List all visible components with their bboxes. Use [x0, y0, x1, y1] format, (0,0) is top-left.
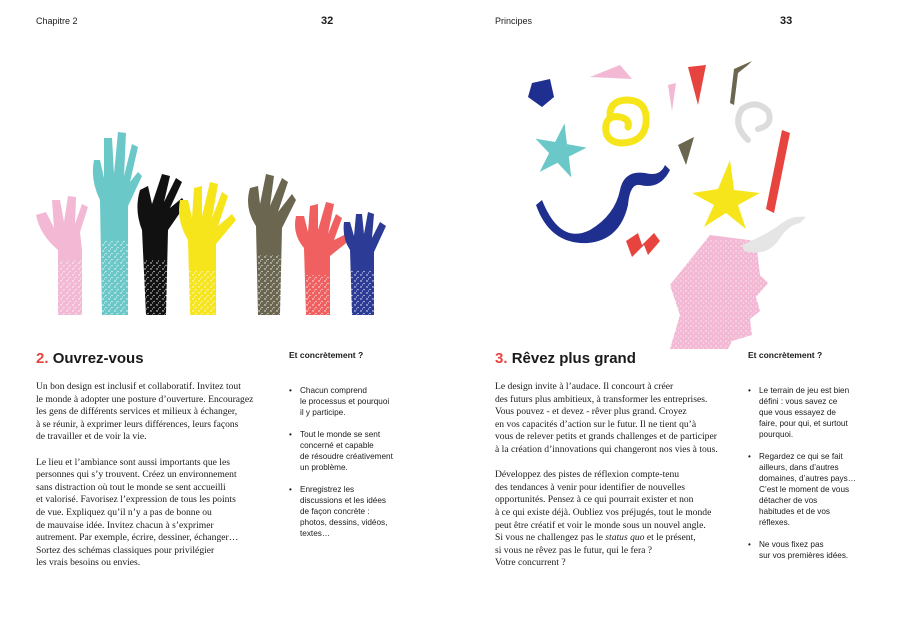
- list-item: • Chacun comprend le processus et pourquoi il y participe.: [289, 385, 399, 418]
- bullet-list-right: [748, 385, 868, 572]
- side-heading-right: Et concrètement ?: [748, 350, 823, 360]
- teal-star: [530, 119, 590, 179]
- section-number: 2.: [36, 350, 49, 367]
- red-zigzag: [626, 233, 660, 257]
- page-number-left: 32: [321, 15, 334, 27]
- section-title-left: [36, 350, 144, 367]
- yellow-star: [692, 160, 760, 229]
- paragraph: Le design invite à l’audace. Il concourt à créer des futurs plus ambitieux, à transformer les entreprises. Vous pouvez - et devez - rêver plus grand. Croyez en vos capacités d’action sur le futur. Il ne tient qu’à vous de relever petits et grands challenges et de participer à la création d’innovations qui changeront nos vies à tous.: [495, 381, 718, 455]
- paragraph: [495, 469, 735, 570]
- blue-hand: [344, 212, 386, 315]
- list-item: • Le terrain de jeu est bien défini : vous savez ce que vous essayez de faire, pour qui, et surtout pourquoi.: [748, 385, 868, 440]
- list-item: • Enregistrez les discussions et les idées de façon concrète : photos, dessins, vidéos, textes…: [289, 484, 399, 539]
- olive-hand: [248, 174, 296, 315]
- red-strip: [766, 130, 790, 213]
- olive-hook: [730, 61, 752, 105]
- body-text-left: [36, 381, 281, 583]
- navy-blob: [528, 79, 554, 107]
- body-text-right: [495, 381, 735, 583]
- section-heading: Rêvez plus grand: [511, 350, 636, 367]
- paragraph-text: et le présent, si vous ne rêvez pas le futur, qui le fera ? Votre concurrent ?: [495, 532, 696, 569]
- running-head-right: Principes: [495, 16, 533, 26]
- grey-swirl: [738, 104, 769, 140]
- teal-hand: [93, 132, 142, 315]
- black-hand: [137, 174, 186, 315]
- page-number-right: 33: [780, 15, 793, 27]
- paragraph: Un bon design est inclusif et collaboratif. Invitez tout le monde à adopter une posture d’ouverture. Encouragez les gens de différents services et milieux à échanger, à se réunir, à exprimer leurs différences, leurs façons de travailler et de voir la vie.: [36, 381, 254, 443]
- pink-hand: [36, 196, 88, 315]
- pink-triangle: [590, 65, 632, 79]
- paragraph-text: Développez des pistes de réflexion compte-tenu des tendances à venir pour identifier de nouvelles opportunités. Pensez à ce qui pourrait exister et non à ce qui existe déjà. Oubliez vos préjugés, tout le monde peut être créatif et voir le monde sous un nouvel angle. Si vous ne challengez pas le: [495, 469, 712, 544]
- list-item: • Tout le monde se sent concerné et capable de résoudre créativement un problème.: [289, 429, 399, 473]
- bullet-list-left: [289, 385, 399, 550]
- running-head-left: Chapitre 2: [36, 16, 78, 26]
- paragraph-italic: status quo: [605, 532, 645, 544]
- yellow-hand: [179, 182, 236, 315]
- section-title-right: [495, 350, 636, 367]
- side-heading-left: Et concrètement ?: [289, 350, 364, 360]
- grey-curl: [742, 217, 806, 253]
- section-heading: Ouvrez-vous: [52, 350, 144, 367]
- list-item: • Ne vous fixez pas sur vos premières idées.: [748, 539, 868, 561]
- paragraph: Le lieu et l’ambiance sont aussi importants que les personnes qui s’y trouvent. Créez un environnement sans distraction où tout le monde se sent accueilli et valorisé. Favorisez l’expression de tous les points de vue. Expliquez qu’il n’y a pas de bonne ou de mauvaise idée. Invitez chacun à s’exprimer autrement. Par exemple, écrire, dessiner, échanger… Sortez des schémas classiques pour privilégier les vrais besoins ou envies.: [36, 456, 239, 569]
- navy-squiggle: [536, 165, 670, 243]
- section-number: 3.: [495, 350, 508, 367]
- yellow-spiral: [606, 100, 646, 143]
- red-shard: [688, 65, 706, 105]
- list-item: • Regardez ce qui se fait ailleurs, dans d’autres domaines, d’autres pays… C’est le moment de vous détacher de vos habitudes et de vos réflexes.: [748, 451, 868, 528]
- red-hand: [295, 202, 350, 315]
- pink-strip: [668, 83, 676, 111]
- dream-head-illustration: [520, 45, 820, 350]
- olive-triangle: [678, 137, 694, 165]
- raised-hands-illustration: [30, 130, 390, 320]
